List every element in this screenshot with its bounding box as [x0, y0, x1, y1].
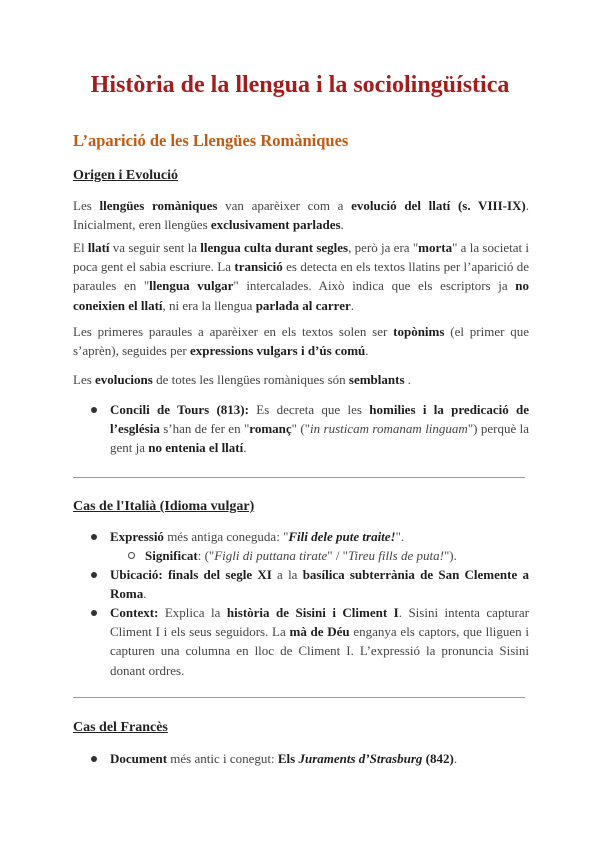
list-item-concili-tours: Concili de Tours (813): Es decreta que les homilies i la predicació de l’església s’han de fer en "romanç" ("in rusticam romanam linguam") perquè la gent ja no entenia el llatí.: [110, 402, 530, 456]
bullet-icon: [91, 756, 97, 762]
list-item-expressio: Expressió més antiga coneguda: "Fili dele pute traite!".: [110, 529, 405, 544]
subsection-heading-origen: Origen i Evolució: [73, 168, 178, 183]
bullet-icon: [91, 610, 97, 616]
bullet-icon: [91, 534, 97, 540]
list-item-context: Context: Explica la història de Sisini i Climent I. Sisini intenta capturar Climent I i els seus seguidors. La mà de Déu enganya els captors, que lliguen i capturen una columna en lloc de Climent I. L’expressió la pronuncia Sisini donant ordres.: [110, 605, 530, 678]
bullet-icon: [91, 407, 97, 413]
document-title: Història de la llengua i la sociolingüística: [90, 72, 510, 98]
paragraph-origen-4: Les evolucions de totes les llengües romàniques són semblants .: [73, 372, 412, 387]
divider: [73, 697, 525, 698]
list-item-ubicacio: Ubicació: finals del segle XI a la basílica subterrània de San Clemente a Roma.: [110, 567, 529, 602]
list-item-significat: Significat: ("Figli di puttana tirate" / "Tireu fills de puta!").: [145, 548, 457, 563]
circle-bullet-icon: [128, 552, 135, 559]
divider: [73, 477, 525, 478]
list-item-document: Document més antic i conegut: Els Juraments d’Strasburg (842).: [110, 751, 458, 766]
subsection-heading-frances: Cas del Francès: [73, 720, 168, 735]
paragraph-origen-2: El llatí va seguir sent la llengua culta durant segles, però ja era "morta" a la societat i poca gent el sabia escriure. La transició es detecta en els textos llatins per l’aparició de paraules en "llengua vulgar" intercalades. Això indica que els escriptors ja no coneixien el llatí, ni era la llengua parlada al carrer.: [73, 240, 529, 313]
paragraph-origen-3: Les primeres paraules a aparèixer en els textos solen ser topònims (el primer que s’aprèn), seguides per expressions vulgars i d’ús comú.: [73, 324, 529, 359]
subsection-heading-italia: Cas de l'Italià (Idioma vulgar): [73, 499, 255, 514]
paragraph-origen-1: Les llengües romàniques van aparèixer com a evolució del llatí (s. VIII-IX). Inicialment, eren llengües exclusivament parlades.: [73, 198, 529, 233]
bullet-icon: [91, 572, 97, 578]
section-heading: L’aparició de les Llengües Romàniques: [73, 131, 349, 150]
